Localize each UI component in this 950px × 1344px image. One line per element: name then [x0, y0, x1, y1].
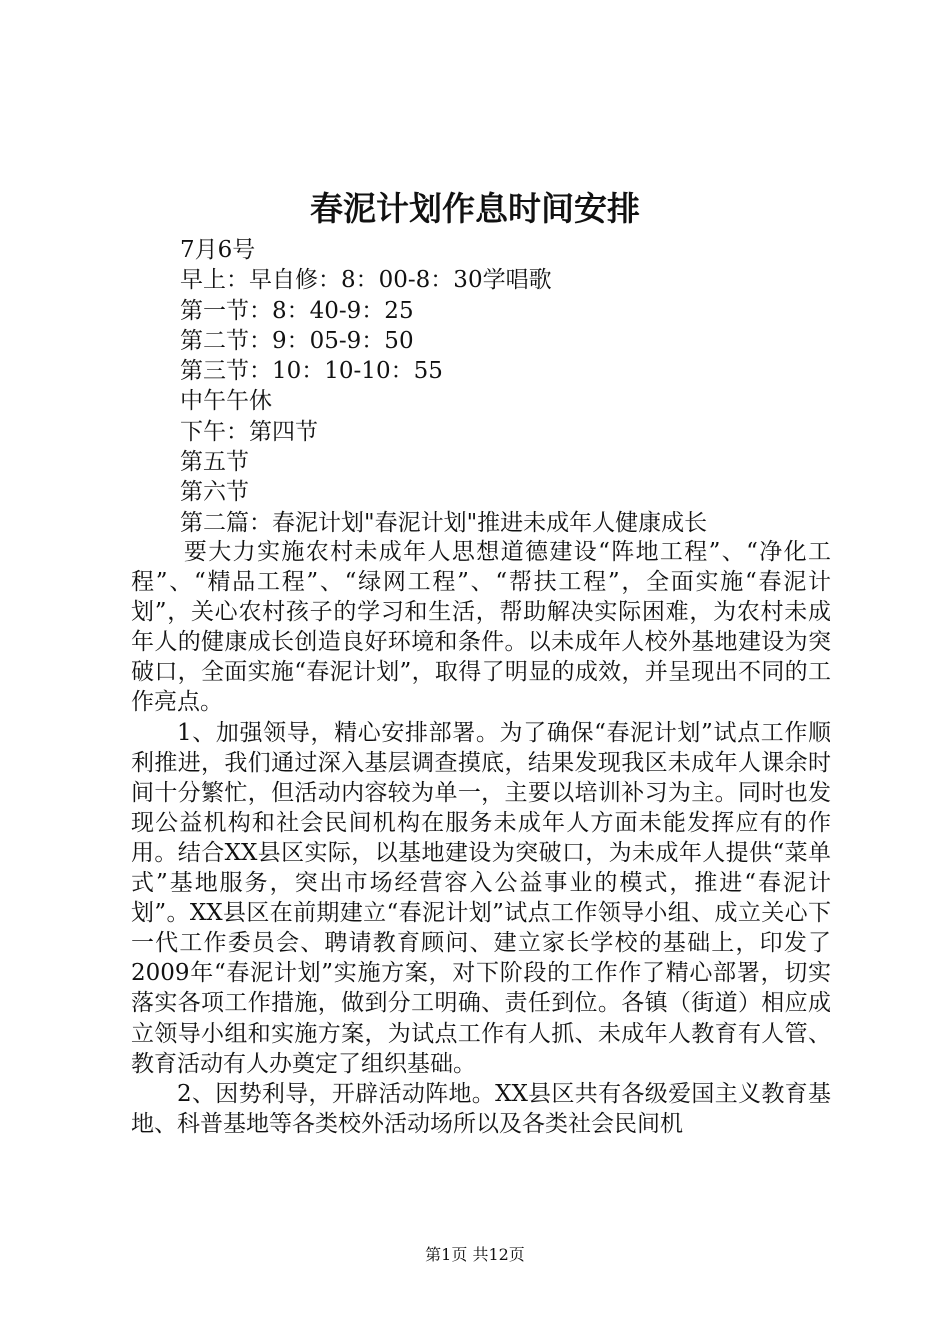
schedule-line: 第五节 [180, 449, 249, 476]
paragraph: 2、因势利导，开辟活动阵地。XX县区共有各级爱国主义教育基地、科普基地等各类校外活动场所以及各类社会民间机 [131, 1080, 831, 1137]
schedule-line: 7月6号 [180, 237, 256, 263]
schedule-line: 第一节：8：40-9：25 [180, 297, 414, 324]
paragraph: 1、加强领导，精心安排部署。为了确保“春泥计划”试点工作顺利推进，我们通过深入基层调查摸底，结果发现我区未成年人课余时间十分繁忙，但活动内容较为单一，主要以培训补习为主。同时也发现公益机构和社会民间机构在服务未成年人方面未能发挥应有的作用。结合XX县区实际，以基地建设为突破口，为未成年人提供“菜单式”基地服务，突出市场经营容入公益事业的模式，推进“春泥计划”。XX县区在前期建立“春泥计划”试点工作领导小组、成立关心下一代工作委员会、聘请教育顾问、建立家长学校的基础上，印发了2009年“春泥计划”实施方案，对下阶段的工作作了精心部署，切实落实各项工作措施，做到分工明确、责任到位。各镇（街道）相应成立领导小组和实施方案，为试点工作有人抓、未成年人教育有人管、教育活动有人办奠定了组织基础。 [131, 719, 831, 1077]
body-text [131, 537, 831, 1139]
schedule-line: 第二节：9：05-9：50 [180, 327, 414, 354]
schedule-line: 早上：早自修：8：00-8：30学唱歌 [180, 267, 552, 294]
schedule-line: 中午午休 [180, 388, 272, 415]
document-title: 春泥计划作息时间安排 [310, 189, 640, 228]
paragraph: 要大力实施农村未成年人思想道德建设“阵地工程”、“净化工程”、“精品工程”、“绿网工程”、“帮扶工程”，全面实施“春泥计划”，关心农村孩子的学习和生活，帮助解决实际困难，为农村未成年人的健康成长创造良好环境和条件。以未成年人校外基地建设为突破口，全面实施“春泥计划”，取得了明显的成效，并呈现出不同的工作亮点。 [131, 539, 831, 716]
schedule-list [180, 235, 707, 538]
schedule-line: 第六节 [180, 479, 249, 506]
page-footer: 第1页 共12页 [425, 1245, 525, 1264]
schedule-line: 第三节：10：10-10：55 [180, 358, 443, 385]
schedule-line: 下午：第四节 [180, 418, 318, 445]
section-heading: 第二篇：春泥计划"春泥计划"推进未成年人健康成长 [180, 509, 708, 536]
